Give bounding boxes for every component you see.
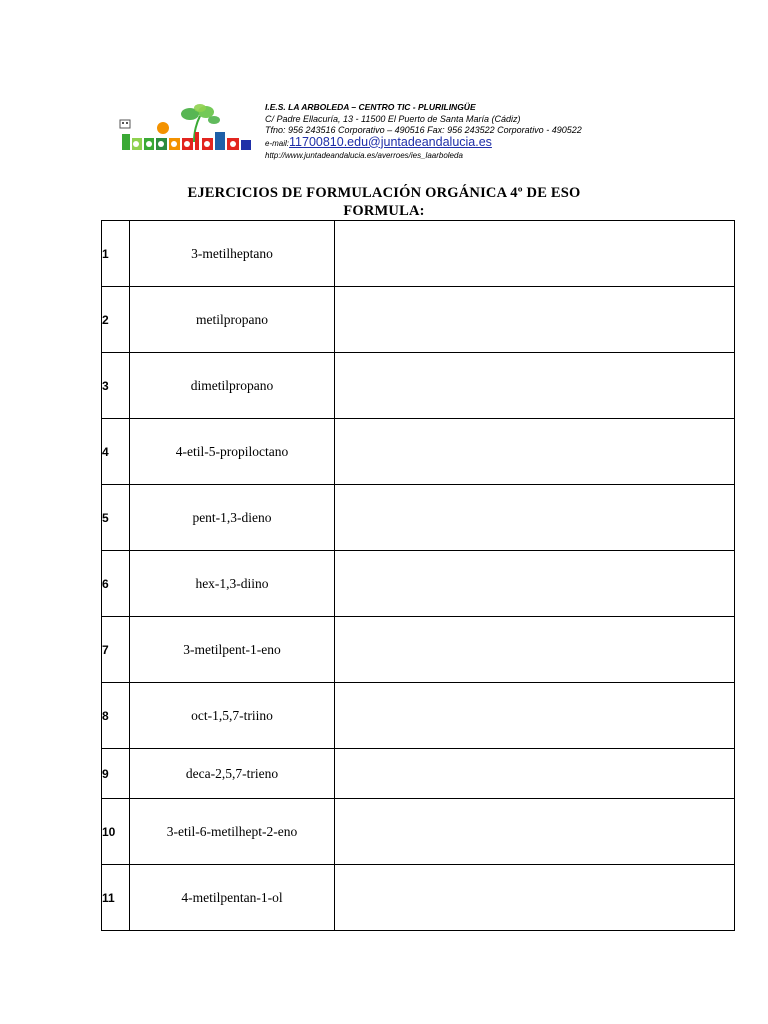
table-row bbox=[102, 617, 735, 683]
school-name: I.E.S. LA ARBOLEDA – CENTRO TIC - PLURILINGÜE bbox=[265, 102, 476, 112]
table-row bbox=[102, 865, 735, 931]
compound-name: 4-metilpentan-1-ol bbox=[130, 865, 335, 931]
formula-answer-cell[interactable] bbox=[335, 799, 735, 865]
exercise-number: 8 bbox=[102, 683, 130, 749]
website-url: http://www.juntadeandalucia.es/averroes/ies_laarboleda bbox=[265, 151, 463, 160]
table-row bbox=[102, 683, 735, 749]
document-title bbox=[0, 184, 768, 220]
table-row bbox=[102, 799, 735, 865]
formula-answer-cell[interactable] bbox=[335, 865, 735, 931]
exercise-number: 11 bbox=[102, 865, 130, 931]
compound-name: oct-1,5,7-triino bbox=[130, 683, 335, 749]
table-row bbox=[102, 221, 735, 287]
school-logo bbox=[116, 104, 254, 156]
formula-answer-cell[interactable] bbox=[335, 221, 735, 287]
formula-answer-cell[interactable] bbox=[335, 683, 735, 749]
title-line-2: FORMULA: bbox=[343, 203, 425, 219]
compound-name: deca-2,5,7-trieno bbox=[130, 749, 335, 799]
title-line-1: EJERCICIOS DE FORMULACIÓN ORGÁNICA 4º DE ESO bbox=[187, 185, 581, 201]
compound-name: dimetilpropano bbox=[130, 353, 335, 419]
formula-answer-cell[interactable] bbox=[335, 749, 735, 799]
compound-name: 3-metilpent-1-eno bbox=[130, 617, 335, 683]
compound-name: 4-etil-5-propiloctano bbox=[130, 419, 335, 485]
compound-name: hex-1,3-diino bbox=[130, 551, 335, 617]
table-row bbox=[102, 419, 735, 485]
formula-answer-cell[interactable] bbox=[335, 617, 735, 683]
exercise-number: 7 bbox=[102, 617, 130, 683]
school-phone: Tfno: 956 243516 Corporativo – 490516 Fax: 956 243522 Corporativo - 490522 bbox=[265, 125, 582, 135]
school-header bbox=[265, 102, 582, 162]
email-row bbox=[265, 134, 582, 150]
exercise-number: 10 bbox=[102, 799, 130, 865]
tree-logo-icon bbox=[116, 104, 254, 156]
exercise-number: 6 bbox=[102, 551, 130, 617]
table-row bbox=[102, 485, 735, 551]
exercise-number: 1 bbox=[102, 221, 130, 287]
email-label: e-mail: bbox=[265, 138, 290, 148]
exercise-number: 3 bbox=[102, 353, 130, 419]
formula-answer-cell[interactable] bbox=[335, 419, 735, 485]
exercise-number: 2 bbox=[102, 287, 130, 353]
school-address: C/ Padre Ellacuría, 13 - 11500 El Puerto de Santa María (Cádiz) bbox=[265, 113, 521, 124]
exercises-table bbox=[101, 220, 735, 931]
formula-answer-cell[interactable] bbox=[335, 353, 735, 419]
email-link[interactable]: 11700810.edu@juntadeandalucia.es bbox=[289, 134, 492, 149]
exercise-number: 5 bbox=[102, 485, 130, 551]
exercise-number: 4 bbox=[102, 419, 130, 485]
compound-name: pent-1,3-dieno bbox=[130, 485, 335, 551]
compound-name: 3-metilheptano bbox=[130, 221, 335, 287]
compound-name: metilpropano bbox=[130, 287, 335, 353]
formula-answer-cell[interactable] bbox=[335, 287, 735, 353]
table-row bbox=[102, 287, 735, 353]
table-row bbox=[102, 749, 735, 799]
exercise-number: 9 bbox=[102, 749, 130, 799]
table-row bbox=[102, 353, 735, 419]
formula-answer-cell[interactable] bbox=[335, 485, 735, 551]
compound-name: 3-etil-6-metilhept-2-eno bbox=[130, 799, 335, 865]
table-row bbox=[102, 551, 735, 617]
formula-answer-cell[interactable] bbox=[335, 551, 735, 617]
